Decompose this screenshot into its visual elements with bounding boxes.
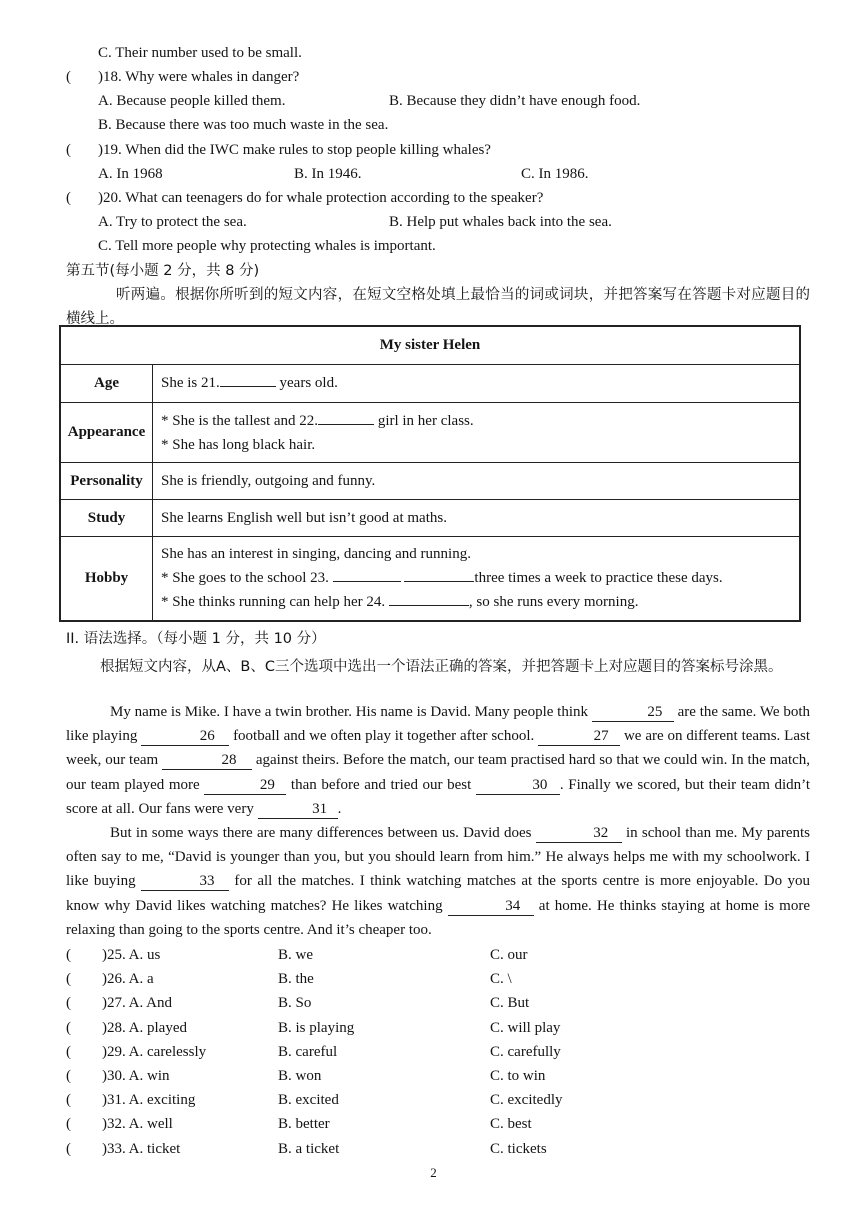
p1-s7: . Finally we scored, but their team didn’t score at all. Our fans were very <box>66 776 811 817</box>
table-title: My sister Helen <box>60 326 800 365</box>
age-text-post: years old. <box>275 375 338 391</box>
row-label-age: Age <box>60 365 153 403</box>
p2-s4: at home. He thinks staying at home is more relaxing than going to the sports centre. And it’s cheaper too. <box>66 897 810 938</box>
age-text-pre: She is 21. <box>161 375 220 391</box>
q19-option-b: B. In 1946. <box>294 166 362 182</box>
blank-32[interactable]: 32 <box>536 824 622 843</box>
q20-stem <box>66 188 543 208</box>
option-row <box>66 1016 766 1040</box>
blank-30[interactable]: 30 <box>476 776 560 795</box>
q19-stem <box>66 140 491 160</box>
option-row <box>66 991 766 1015</box>
row-personality-content: She is friendly, outgoing and funny. <box>153 463 801 500</box>
hobby-line-3-pre: * She thinks running can help her 24. <box>161 594 386 611</box>
grammar-heading: II. 语法选择。（每小题 1 分，共 10 分） <box>66 631 326 647</box>
row-age-content <box>153 365 801 403</box>
option-a: )30. A. win <box>102 1068 170 1084</box>
q20-option-b: B. Help put whales back into the sea. <box>389 214 612 230</box>
section5-heading: 第五节(每小题 2 分，共 8 分) <box>66 263 260 279</box>
option-row <box>66 967 766 991</box>
row-label-hobby: Hobby <box>60 537 153 621</box>
q19-option-c: C. In 1986. <box>521 166 589 182</box>
answer-paren: ( <box>66 1116 71 1133</box>
option-b: B. won <box>278 1068 322 1084</box>
page-number: 2 <box>430 1165 437 1180</box>
hobby-line-2-post: three times a week to practice these days. <box>474 570 723 587</box>
p1-s5: against theirs. Before the match, our team practised hard so that we could win. In the match, our team played more <box>66 752 811 793</box>
q18-option-b: B. Because they didn’t have enough food. <box>389 93 641 109</box>
q20-text: )20. What can teenagers do for whale protection according to the speaker? <box>98 190 544 206</box>
p1-s8: . <box>337 800 342 817</box>
option-a: )26. A. a <box>102 971 154 988</box>
option-b: B. the <box>278 971 314 988</box>
option-a: )28. A. played <box>102 1019 187 1036</box>
hobby-line-1: She has an interest in singing, dancing and running. <box>161 546 471 563</box>
answer-paren: ( <box>66 1043 71 1060</box>
blank-29[interactable]: 29 <box>204 776 286 795</box>
option-a: )25. A. us <box>102 947 161 963</box>
option-a: )33. A. ticket <box>102 1140 181 1157</box>
blank-28[interactable]: 28 <box>162 751 252 770</box>
passage-paragraph-1 <box>66 700 810 821</box>
option-a: )31. A. exciting <box>102 1092 196 1109</box>
p1-s6: than before and tried our best <box>290 776 472 793</box>
helen-table <box>59 325 801 622</box>
blank-23b[interactable] <box>404 581 474 582</box>
answer-paren: ( <box>66 190 71 206</box>
answer-paren: ( <box>66 1019 71 1036</box>
option-c: C. best <box>490 1116 532 1133</box>
option-b: B. So <box>278 995 312 1012</box>
q19-option-a: A. In 1968 <box>98 166 163 182</box>
row-label-study: Study <box>60 500 153 537</box>
option-a: )27. A. And <box>102 995 173 1012</box>
answer-paren: ( <box>66 1092 71 1109</box>
appearance-text-post: girl in her class. <box>374 412 474 429</box>
hobby-line-3-post: , so she runs every morning. <box>468 594 639 611</box>
q19-text: )19. When did the IWC make rules to stop people killing whales? <box>98 142 491 158</box>
p1-s1: My name is Mike. I have a twin brother. His name is David. Many people think <box>110 704 589 720</box>
q18-option-a: A. Because people killed them. <box>98 93 286 109</box>
q17-option-c: C. Their number used to be small. <box>98 45 302 61</box>
option-row <box>66 1137 766 1161</box>
option-row <box>66 1040 766 1064</box>
appearance-text-pre: * She is the tallest and 22. <box>161 412 319 429</box>
q20-option-a: A. Try to protect the sea. <box>98 214 247 230</box>
q18-stem <box>66 67 299 87</box>
row-hobby-content <box>153 537 801 621</box>
answer-paren: ( <box>66 995 71 1012</box>
answer-paren: ( <box>66 947 71 963</box>
option-c: C. to win <box>490 1068 546 1084</box>
option-b: B. careful <box>278 1043 338 1060</box>
p1-s4: we are on different teams. Last week, our team <box>66 728 810 769</box>
q18-option-c: B. Because there was too much waste in the sea. <box>98 117 389 133</box>
blank-34[interactable]: 34 <box>448 897 534 916</box>
option-b: B. a ticket <box>278 1140 340 1157</box>
p2-s3: for all the matches. I think watching matches at the sports centre is more enjoyable. Do you know why David likes watching matches? He likes watching <box>66 873 811 914</box>
blank-21[interactable] <box>220 386 276 387</box>
option-c: C. tickets <box>490 1140 547 1157</box>
appearance-line-2: * She has long black hair. <box>161 436 316 453</box>
option-b: B. better <box>278 1116 330 1133</box>
answer-paren: ( <box>66 142 71 158</box>
row-appearance-content <box>153 403 801 463</box>
option-a: )29. A. carelessly <box>102 1043 207 1060</box>
option-c: C. carefully <box>490 1043 561 1060</box>
answer-paren: ( <box>66 69 71 85</box>
blank-22[interactable] <box>318 424 374 425</box>
option-c: C. \ <box>490 971 512 988</box>
row-study-content: She learns English well but isn’t good at maths. <box>153 500 801 537</box>
option-c: C. our <box>490 947 528 963</box>
option-row <box>66 1088 766 1112</box>
option-c: C. will play <box>490 1019 561 1036</box>
option-row <box>66 1112 766 1136</box>
option-b: B. is playing <box>278 1019 355 1036</box>
blank-26[interactable]: 26 <box>141 727 229 746</box>
blank-31[interactable]: 31 <box>258 800 338 819</box>
p1-s2: are the same. We both like playing <box>66 704 811 745</box>
answer-paren: ( <box>66 971 71 988</box>
q20-option-c: C. Tell more people why protecting whales is important. <box>98 238 436 254</box>
p1-s3: football and we often play it together after school. <box>233 728 535 745</box>
option-a: )32. A. well <box>102 1116 173 1133</box>
q18-text: )18. Why were whales in danger? <box>98 69 300 85</box>
blank-23a[interactable] <box>333 581 401 582</box>
row-label-appearance: Appearance <box>60 403 153 463</box>
option-row <box>66 1064 766 1088</box>
answer-paren: ( <box>66 1068 71 1084</box>
blank-33[interactable]: 33 <box>141 872 229 891</box>
section5-instruction: 听两遍。根据你所听到的短文内容，在短文空格处填上最恰当的词或词块，并把答案写在答题卡对应题目的横线上。 <box>66 287 810 327</box>
blank-27[interactable]: 27 <box>538 727 620 746</box>
option-row <box>66 943 766 967</box>
option-c: C. But <box>490 995 530 1012</box>
option-b: B. we <box>278 947 313 963</box>
p2-s1: But in some ways there are many differences between us. David does <box>110 825 532 841</box>
hobby-line-2-pre: * She goes to the school 23. <box>161 570 329 587</box>
row-label-personality: Personality <box>60 463 153 500</box>
option-b: B. excited <box>278 1092 339 1109</box>
grammar-instruction: 根据短文内容，从A、B、C三个选项中选出一个语法正确的答案，并把答题卡上对应题目的答案标号涂黑。 <box>100 659 783 675</box>
blank-24[interactable] <box>389 605 469 606</box>
passage-paragraph-2 <box>66 821 810 942</box>
p2-s2: in school than me. My parents often say to me, “David is younger than you, but you should learn from him.” He always helps me with my schoolwork. I like buying <box>66 825 811 890</box>
option-c: C. excitedly <box>490 1092 563 1109</box>
answer-paren: ( <box>66 1140 71 1157</box>
blank-25[interactable]: 25 <box>592 703 674 722</box>
